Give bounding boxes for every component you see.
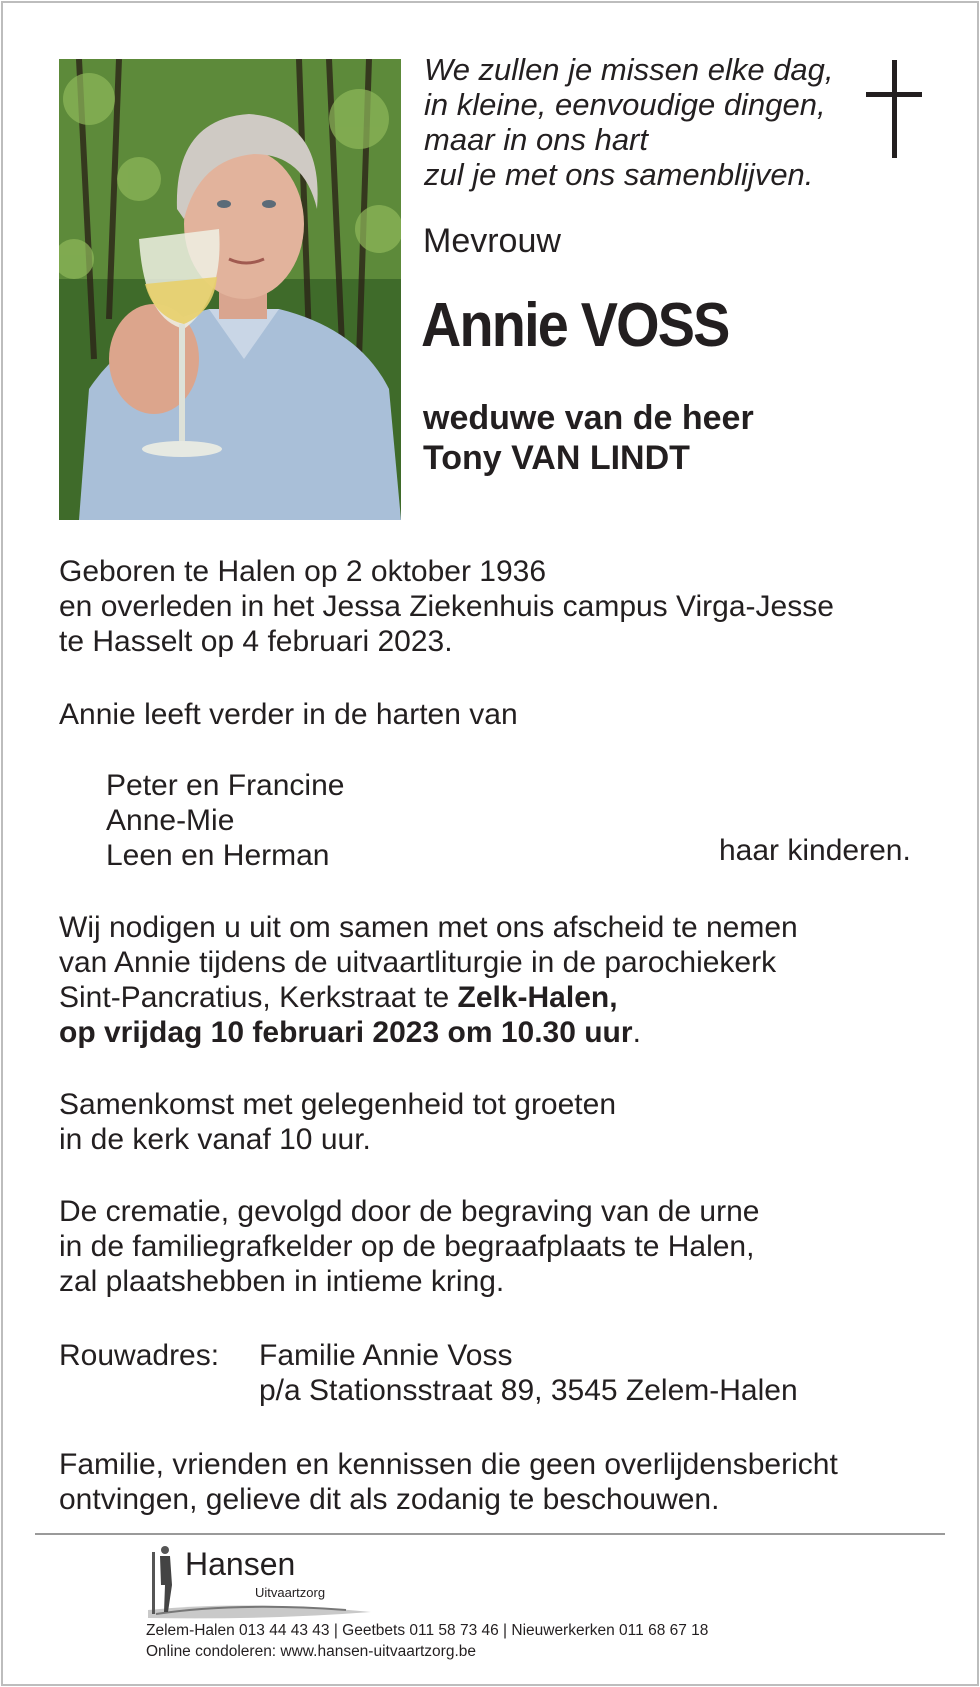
logo-name: Hansen	[185, 1546, 296, 1582]
poem-line: We zullen je missen elke dag,	[424, 52, 834, 87]
salutation: Mevrouw	[423, 222, 561, 260]
text-line: in de kerk vanaf 10 uur.	[59, 1123, 371, 1156]
cross-icon	[892, 60, 897, 158]
invitation	[59, 910, 798, 1050]
poem-line: maar in ons hart	[424, 122, 648, 157]
address-line: p/a Stationsstraat 89, 3545 Zelem-Halen	[259, 1374, 798, 1407]
children-list	[106, 768, 344, 873]
text-line: te Hasselt op 4 februari 2023.	[59, 625, 453, 658]
ceremony-datetime: op vrijdag 10 februari 2023 om 10.30 uur	[59, 1016, 633, 1049]
child-name: Peter en Francine	[106, 769, 345, 802]
poem-line: in kleine, eenvoudige dingen,	[424, 87, 826, 122]
gathering-info	[59, 1087, 616, 1157]
text-line: in de familiegrafkelder op de begraafplaats te Halen,	[59, 1230, 755, 1263]
text-line: Wij nodigen u uit om samen met ons afscheid te nemen	[59, 911, 798, 944]
text-line: De crematie, gevolgd door de begraving van de urne	[59, 1195, 760, 1228]
church-text: Sint-Pancratius, Kerkstraat te	[59, 981, 458, 1014]
address-label: Rouwadres:	[59, 1339, 220, 1372]
place-name: Zelk-Halen,	[457, 981, 618, 1014]
online-condolences: Online condoleren: www.hansen-uitvaartzorg.be	[146, 1643, 476, 1660]
deceased-name: Annie VOSS	[421, 291, 729, 360]
footer-divider	[35, 1533, 945, 1535]
text-line: ontvingen, gelieve dit als zodanig te beschouwen.	[59, 1483, 720, 1516]
poem	[424, 52, 834, 192]
closing-note	[59, 1447, 838, 1517]
text-line: zal plaatshebben in intieme kring.	[59, 1265, 505, 1298]
birth-death-info	[59, 554, 834, 659]
text-line	[59, 1015, 798, 1050]
spouse-info	[423, 398, 754, 478]
contact-phones: Zelem-Halen 013 44 43 43 | Geetbets 011 58 73 46 | Nieuwerkerken 011 68 67 18	[146, 1622, 709, 1639]
address-line: Familie Annie Voss	[259, 1339, 513, 1372]
text-line: Samenkomst met gelegenheid tot groeten	[59, 1088, 617, 1121]
cremation-info	[59, 1194, 759, 1299]
text-line: Geboren te Halen op 2 oktober 1936	[59, 555, 547, 588]
poem-line: zul je met ons samenblijven.	[424, 157, 814, 192]
portrait-photo	[59, 59, 401, 520]
children-label: haar kinderen.	[719, 834, 911, 867]
child-name: Anne-Mie	[106, 804, 235, 837]
text-line	[59, 980, 798, 1015]
cross-icon-bar	[866, 92, 922, 97]
child-name: Leen en Herman	[106, 839, 330, 872]
lives-on-line: Annie leeft verder in de harten van	[59, 698, 518, 731]
text-line: van Annie tijdens de uitvaartliturgie in de parochiekerk	[59, 946, 777, 979]
spouse-name: Tony VAN LINDT	[423, 439, 690, 477]
text-line: Familie, vrienden en kennissen die geen overlijdensbericht	[59, 1448, 838, 1481]
spouse-line: weduwe van de heer	[423, 399, 754, 437]
mourning-address	[259, 1338, 798, 1408]
logo-subtitle: Uitvaartzorg	[255, 1585, 326, 1600]
text-line: en overleden in het Jessa Ziekenhuis campus Virga-Jesse	[59, 590, 834, 623]
punctuation: .	[632, 1016, 641, 1049]
